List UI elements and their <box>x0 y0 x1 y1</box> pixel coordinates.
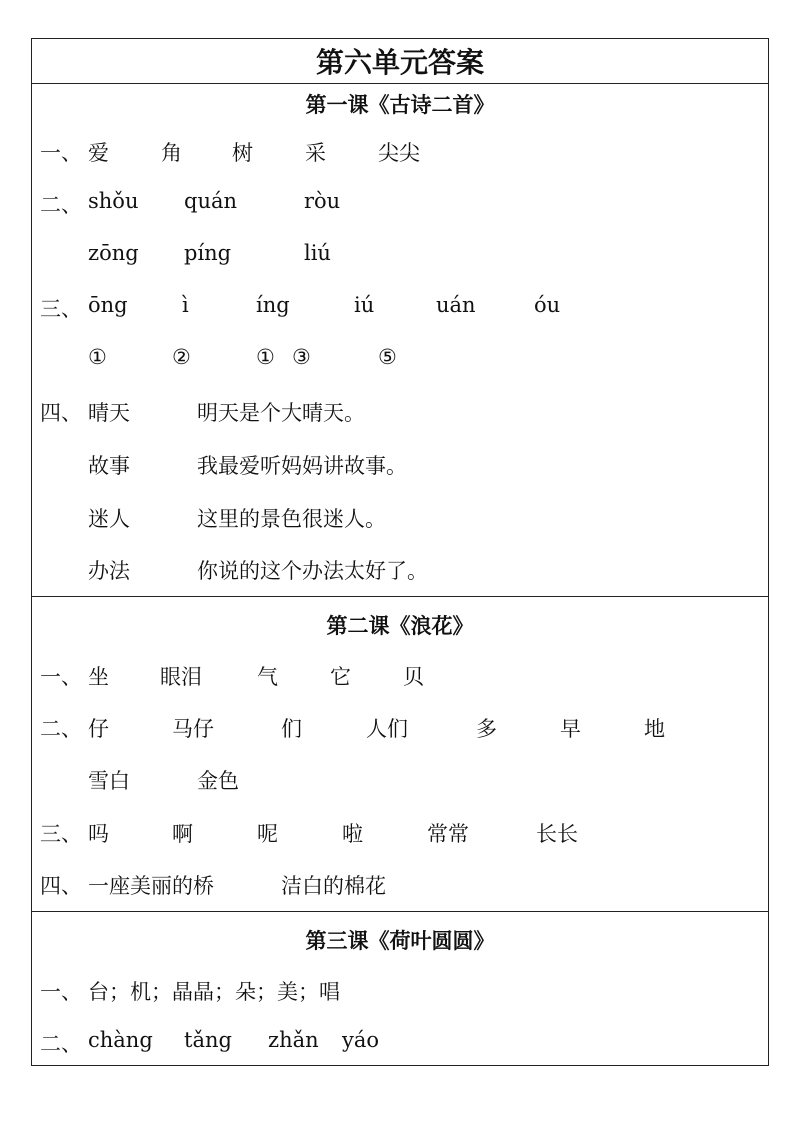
lesson2-q2-row1 <box>32 713 768 743</box>
answer-item: 爱 <box>88 141 109 165</box>
answer-text: 台；机；晶晶；朵；美；唱 <box>88 980 340 1004</box>
answer-item: 马仔 <box>172 717 214 741</box>
pinyin-item: shǒu <box>88 189 139 213</box>
question-number: 一、 <box>40 980 82 1004</box>
section-divider <box>32 911 768 912</box>
lesson1-q4-row3 <box>32 503 768 533</box>
answer-item: 贝 <box>403 665 424 689</box>
answer-item: 长长 <box>536 822 578 846</box>
answer-item: 尖尖 <box>378 141 420 165</box>
lesson2-q3 <box>32 818 768 848</box>
lesson1-q4-row4 <box>32 555 768 585</box>
question-number: 三、 <box>40 822 82 846</box>
lesson1-header: 第一课《古诗二首》 <box>305 93 495 117</box>
answer-item: 多 <box>476 717 497 741</box>
pinyin-item: uán <box>436 293 476 317</box>
vocab-word: 晴天 <box>88 401 130 425</box>
answer-item: 金色 <box>197 769 239 793</box>
lesson3-header: 第三课《荷叶圆圆》 <box>305 929 495 953</box>
vocab-word: 故事 <box>88 454 130 478</box>
answer-item: 呢 <box>257 822 278 846</box>
lesson3-q1 <box>32 976 768 1006</box>
pinyin-item: quán <box>184 189 238 213</box>
answer-item: 一座美丽的桥 <box>88 874 214 898</box>
answer-item: 吗 <box>88 822 109 846</box>
circled-number: ① <box>256 345 275 369</box>
answer-item: 常常 <box>427 822 469 846</box>
answer-item: 眼泪 <box>160 665 202 689</box>
answer-item: 雪白 <box>88 769 130 793</box>
answer-item: 人们 <box>366 717 408 741</box>
pinyin-item: zhǎn <box>268 1028 319 1052</box>
pinyin-item: iú <box>354 293 375 317</box>
lesson1-q2-row1 <box>32 189 768 219</box>
pinyin-item: zōng <box>88 241 139 265</box>
answer-item: 角 <box>161 141 182 165</box>
lesson3-q2 <box>32 1028 768 1058</box>
answer-item: 气 <box>257 665 278 689</box>
answer-item: 它 <box>330 665 351 689</box>
lesson2-q1 <box>32 661 768 691</box>
question-number: 一、 <box>40 665 82 689</box>
pinyin-item: íng <box>256 293 290 317</box>
page-title: 第六单元答案 <box>32 39 768 84</box>
answer-item: 们 <box>281 717 302 741</box>
pinyin-item: liú <box>304 241 331 265</box>
lesson1-q1 <box>32 137 768 167</box>
pinyin-item: yáo <box>342 1028 380 1052</box>
lesson1-q3-row1 <box>32 293 768 323</box>
pinyin-item: ōng <box>88 293 128 317</box>
circled-number: ⑤ <box>378 345 397 369</box>
section-divider <box>32 596 768 597</box>
question-number: 二、 <box>40 193 82 217</box>
example-sentence: 我最爱听妈妈讲故事。 <box>197 454 407 478</box>
question-number: 四、 <box>40 874 82 898</box>
answer-item: 采 <box>305 141 326 165</box>
lesson2-q4 <box>32 870 768 900</box>
answer-item: 仔 <box>88 717 109 741</box>
answer-item: 树 <box>232 141 253 165</box>
example-sentence: 这里的景色很迷人。 <box>197 507 386 531</box>
circled-number: ① <box>88 345 107 369</box>
lesson1-q4-row1 <box>32 397 768 427</box>
pinyin-item: óu <box>534 293 561 317</box>
answer-item: 啦 <box>342 822 363 846</box>
answer-item: 啊 <box>172 822 193 846</box>
question-number: 一、 <box>40 141 82 165</box>
lesson1-q2-row2 <box>32 241 768 271</box>
circled-number: ② <box>172 345 191 369</box>
answer-item: 洁白的棉花 <box>281 874 386 898</box>
vocab-word: 办法 <box>88 559 130 583</box>
answer-item: 地 <box>644 717 665 741</box>
question-number: 四、 <box>40 401 82 425</box>
question-number: 二、 <box>40 1032 82 1056</box>
pinyin-item: tǎng <box>184 1028 232 1052</box>
question-number: 二、 <box>40 717 82 741</box>
lesson2-q2-row2 <box>32 765 768 795</box>
vocab-word: 迷人 <box>88 507 130 531</box>
answer-item: 坐 <box>88 665 109 689</box>
pinyin-item: píng <box>184 241 232 265</box>
pinyin-item: chàng <box>88 1028 153 1052</box>
pinyin-item: ì <box>182 293 189 317</box>
example-sentence: 明天是个大晴天。 <box>197 401 365 425</box>
lesson1-q3-row2 <box>32 345 768 375</box>
answer-sheet <box>31 38 769 1066</box>
answer-item: 早 <box>560 717 581 741</box>
lesson1-q4-row2 <box>32 450 768 480</box>
question-number: 三、 <box>40 297 82 321</box>
circled-number: ③ <box>292 345 311 369</box>
example-sentence: 你说的这个办法太好了。 <box>197 559 428 583</box>
pinyin-item: ròu <box>304 189 341 213</box>
lesson2-header: 第二课《浪花》 <box>326 614 474 638</box>
